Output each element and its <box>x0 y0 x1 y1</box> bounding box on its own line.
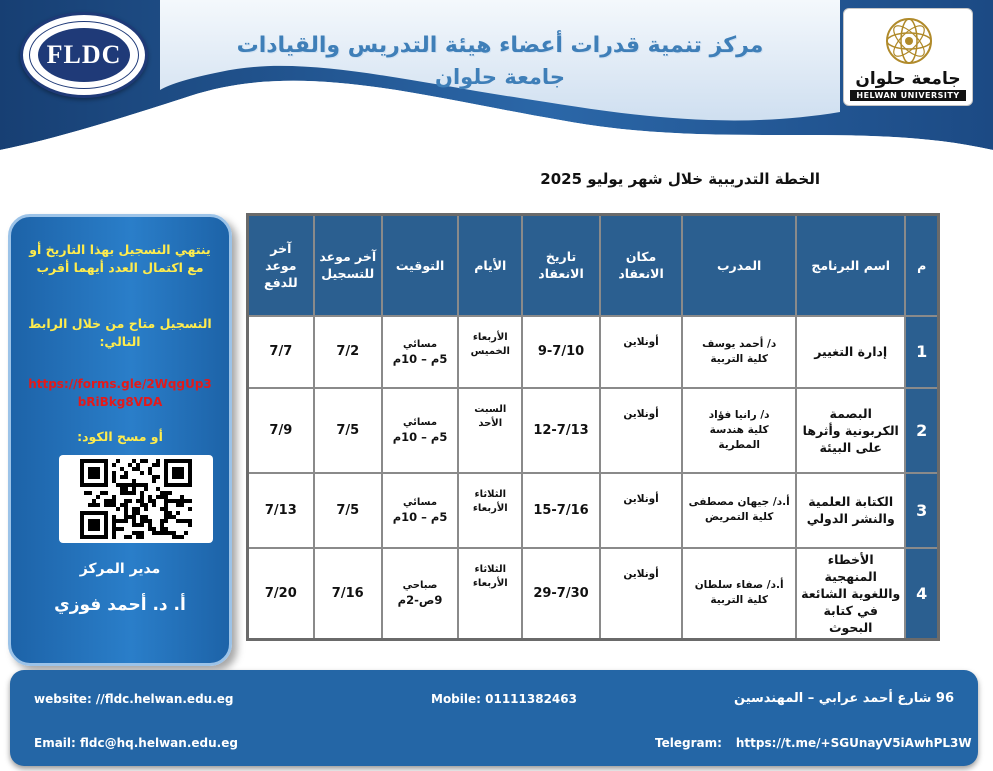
time-range: 5م – 10م <box>392 351 448 366</box>
header-num: م <box>905 215 938 316</box>
program-name: الكتابة العلمية والنشر الدولي <box>796 473 905 548</box>
row-number: 4 <box>905 548 938 640</box>
day-first: الثلاثاء <box>474 563 506 575</box>
trainer-name: د/ أحمد يوسف <box>702 337 777 350</box>
table-row <box>248 388 939 473</box>
table-row <box>248 548 939 640</box>
days-cell <box>458 388 522 473</box>
trainer-faculty: كلية التربية <box>710 594 768 606</box>
time-label: مسائي <box>403 497 438 508</box>
place: أونلاين <box>600 316 683 388</box>
trainer-cell <box>682 473 796 548</box>
days-cell <box>458 473 522 548</box>
dates: 12-7/13 <box>522 388 599 473</box>
table-row <box>248 473 939 548</box>
training-plan-table <box>246 213 940 641</box>
day-second: الأربعاء <box>472 577 508 589</box>
timing-cell <box>382 316 458 388</box>
program-name: البصمة الكربونية وأثرها على البيئة <box>796 388 905 473</box>
timing-cell <box>382 473 458 548</box>
payment-deadline: 7/20 <box>248 548 314 640</box>
place: أونلاين <box>600 388 683 473</box>
header-days: الأيام <box>458 215 522 316</box>
website-link[interactable]: website: //fldc.helwan.edu.eg <box>34 692 234 706</box>
payment-deadline: 7/7 <box>248 316 314 388</box>
trainer-name: د/ رانيا فؤاد <box>708 408 770 421</box>
dates: 9-7/10 <box>522 316 599 388</box>
time-label: صباحي <box>402 580 438 591</box>
trainer-cell <box>682 548 796 640</box>
header-reg-deadline: آخر موعد للتسجيل <box>314 215 382 316</box>
center-subtitle: جامعة حلوان <box>435 65 565 89</box>
director-name: أ. د. أحمد فوزي <box>54 595 186 615</box>
place: أونلاين <box>600 473 683 548</box>
table-row <box>248 316 939 388</box>
scan-code-label: أو مسح الكود: <box>77 429 163 444</box>
university-emblem-icon <box>882 15 936 67</box>
center-title: مركز تنمية قدرات أعضاء هيئة التدريس والقيادات <box>236 33 764 58</box>
day-first: الأربعاء <box>472 331 508 343</box>
fldc-logo <box>20 12 148 98</box>
time-label: مسائي <box>403 417 438 428</box>
dates: 15-7/16 <box>522 473 599 548</box>
trainer-faculty: كلية التربية <box>710 352 768 365</box>
days-cell <box>458 548 522 640</box>
telegram-link[interactable]: https://t.me/+SGUnayV5iAwhPL3W <box>735 736 972 750</box>
registration-form-link[interactable]: https://forms.gle/2WqgUp3bRiBkg8VDA <box>28 377 212 409</box>
day-first: الثلاثاء <box>474 488 506 500</box>
row-number: 3 <box>905 473 938 548</box>
header-pay-deadline: آخر موعد للدفع <box>248 215 314 316</box>
header-timing: التوقيت <box>382 215 458 316</box>
telegram-contact <box>655 736 972 750</box>
registration-deadline: 7/2 <box>314 316 382 388</box>
contact-footer <box>10 670 978 766</box>
payment-deadline: 7/9 <box>248 388 314 473</box>
timing-cell <box>382 548 458 640</box>
university-arabic-name: جامعة حلوان <box>855 69 961 89</box>
day-second: الأحد <box>478 417 503 429</box>
registration-deadline: 7/16 <box>314 548 382 640</box>
telegram-label: Telegram: <box>655 736 722 750</box>
mobile-number: Mobile: 01111382463 <box>431 692 577 706</box>
place: أونلاين <box>600 548 683 640</box>
payment-deadline: 7/13 <box>248 473 314 548</box>
timing-cell <box>382 388 458 473</box>
qr-code-icon <box>80 459 192 539</box>
registration-panel <box>8 214 232 666</box>
header-dates: تاريخ الانعقاد <box>522 215 599 316</box>
day-first: السبت <box>474 403 507 415</box>
trainer-cell <box>682 316 796 388</box>
registration-deadline: 7/5 <box>314 388 382 473</box>
day-second: الخميس <box>470 345 510 357</box>
plan-title: الخطة التدريبية خلال شهر يوليو 2025 <box>540 170 820 188</box>
address: 96 شارع أحمد عرابي – المهندسين <box>734 691 954 706</box>
director-title: مدير المركز <box>79 561 161 577</box>
program-name: إدارة التغيير <box>796 316 905 388</box>
registration-deadline: 7/5 <box>314 473 382 548</box>
row-number: 1 <box>905 316 938 388</box>
qr-code[interactable] <box>59 455 213 543</box>
time-range: 9ص-2م <box>397 593 443 607</box>
registration-instructions: التسجيل متاح من خلال الرابط التالي: <box>28 316 212 349</box>
fldc-logo-ring <box>29 21 139 89</box>
header-banner <box>0 0 993 160</box>
time-range: 5م – 10م <box>392 510 448 524</box>
time-label: مسائي <box>403 338 438 350</box>
trainer-cell <box>682 388 796 473</box>
email-link[interactable]: Email: fldc@hq.helwan.edu.eg <box>34 736 238 750</box>
header-trainer: المدرب <box>682 215 796 316</box>
trainer-faculty: كلية هندسة المطرية <box>709 423 769 451</box>
table-header-row <box>248 215 939 316</box>
trainer-name: أ.د/ جيهان مصطفى <box>688 496 790 508</box>
university-english-name: HELWAN UNIVERSITY <box>850 90 965 101</box>
row-number: 2 <box>905 388 938 473</box>
header-program: اسم البرنامج <box>796 215 905 316</box>
header-place: مكان الانعقاد <box>600 215 683 316</box>
helwan-university-logo <box>843 8 973 106</box>
program-name: الأخطاء المنهجية واللغوية الشائعة في كتابة البحوث <box>796 548 905 640</box>
time-range: 5م – 10م <box>392 430 448 444</box>
registration-deadline-notice: ينتهي التسجيل بهذا التاريخ أو مع اكتمال العدد أيهما أقرب <box>29 242 211 275</box>
trainer-faculty: كلية التمريض <box>704 511 774 523</box>
dates: 29-7/30 <box>522 548 599 640</box>
day-second: الأربعاء <box>472 502 508 514</box>
trainer-name: أ.د/ صفاء سلطان <box>694 579 784 591</box>
fldc-logo-text: FLDC <box>38 28 130 82</box>
days-cell <box>458 316 522 388</box>
